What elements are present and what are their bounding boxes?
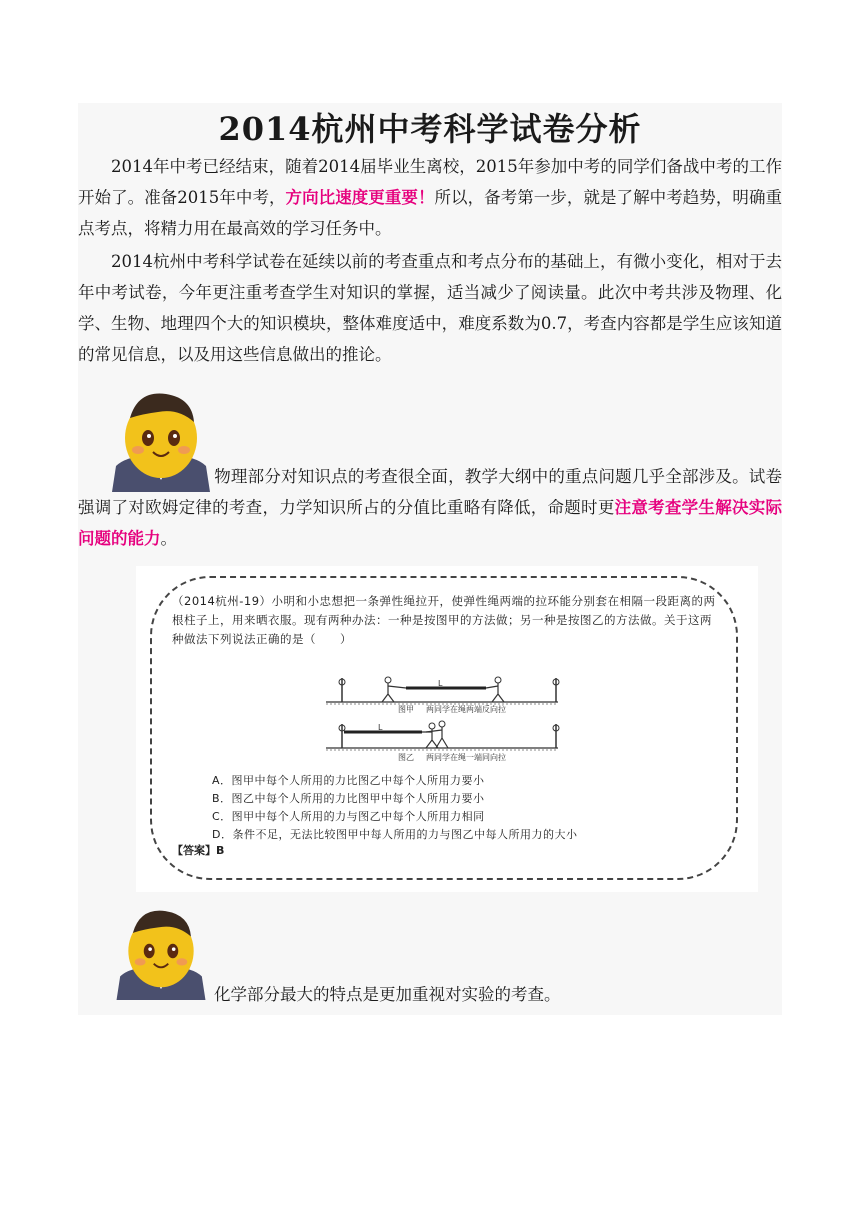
fig-b-length-label: L bbox=[378, 723, 383, 732]
fig-a-length-label: L bbox=[438, 679, 443, 688]
mascot-icon-2 bbox=[108, 902, 214, 1010]
chemistry-text: 化学部分最大的特点是更加重视对实验的考查。 bbox=[214, 985, 561, 1004]
physics-section bbox=[78, 384, 782, 554]
question-stem: （2014杭州-19）小明和小忠想把一条弹性绳拉开，使弹性绳两端的拉环能分别套在相隔一段距离的两根柱子上，用来晒衣服。现有两种办法：一种是按图甲的方法做；另一种是按图乙的方法做。关于这两种做法下列说法正确的是（ ） bbox=[172, 594, 716, 646]
fig-a-caption: 图甲 bbox=[398, 705, 414, 714]
exam-question-image bbox=[136, 566, 758, 892]
mascot-icon bbox=[108, 384, 214, 492]
chemistry-section bbox=[78, 902, 782, 1010]
document-content bbox=[78, 103, 782, 1010]
question-option-a: A．图甲中每个人所用的力比图乙中每个人所用力要小 bbox=[212, 774, 485, 787]
intro-highlight: 方向比速度更重要！ bbox=[285, 188, 435, 207]
fig-a-description: 两同学在绳两端反向拉 bbox=[426, 705, 506, 714]
intro-text-end: 所以，备考第一步，就是了解中考趋势，明确重点考点，将精力用在最高效的学习任务中。 bbox=[78, 188, 783, 238]
rope-diagram bbox=[326, 670, 566, 770]
chemistry-paragraph bbox=[78, 902, 782, 1010]
fig-b-caption: 图乙 bbox=[398, 753, 414, 762]
question-option-c: C．图甲中每个人所用的力与图乙中每个人所用力相同 bbox=[212, 810, 485, 823]
physics-text-end: 。 bbox=[160, 529, 177, 548]
fig-b-description: 两同学在绳一端同向拉 bbox=[426, 753, 506, 762]
question-answer: 【答案】B bbox=[172, 844, 225, 857]
physics-paragraph bbox=[78, 384, 782, 554]
intro-paragraph bbox=[78, 151, 782, 244]
overview-paragraph: 2014杭州中考科学试卷在延续以前的考查重点和考点分布的基础上，有微小变化，相对于去年中考试卷，今年更注重考查学生对知识的掌握，适当减少了阅读量。此次中考共涉及物理、化学、生物、地理四个大的知识模块，整体难度适中，难度系数为0.7，考查内容都是学生应该知道的常见信息，以及用这些信息做出的推论。 bbox=[78, 252, 782, 364]
physics-highlight: 注意考查学生解决实际问题的能力 bbox=[78, 498, 783, 548]
question-option-d: D．条件不足，无法比较图甲中每人所用的力与图乙中每人所用力的大小 bbox=[212, 828, 578, 841]
intro-text: 2014年中考已经结束，随着2014届毕业生离校，2015年参加中考的同学们备战中考的工作开始了。准备2015年中考， bbox=[78, 157, 782, 207]
physics-text: 物理部分对知识点的考查很全面，教学大纲中的重点问题几乎全部涉及。试卷强调了对欧姆定律的考查，力学知识所占的分值比重略有降低，命题时更 bbox=[78, 467, 782, 517]
page-title: 2014杭州中考科学试卷分析 bbox=[218, 110, 642, 148]
question-option-b: B．图乙中每个人所用的力比图甲中每个人所用力要小 bbox=[212, 792, 485, 805]
